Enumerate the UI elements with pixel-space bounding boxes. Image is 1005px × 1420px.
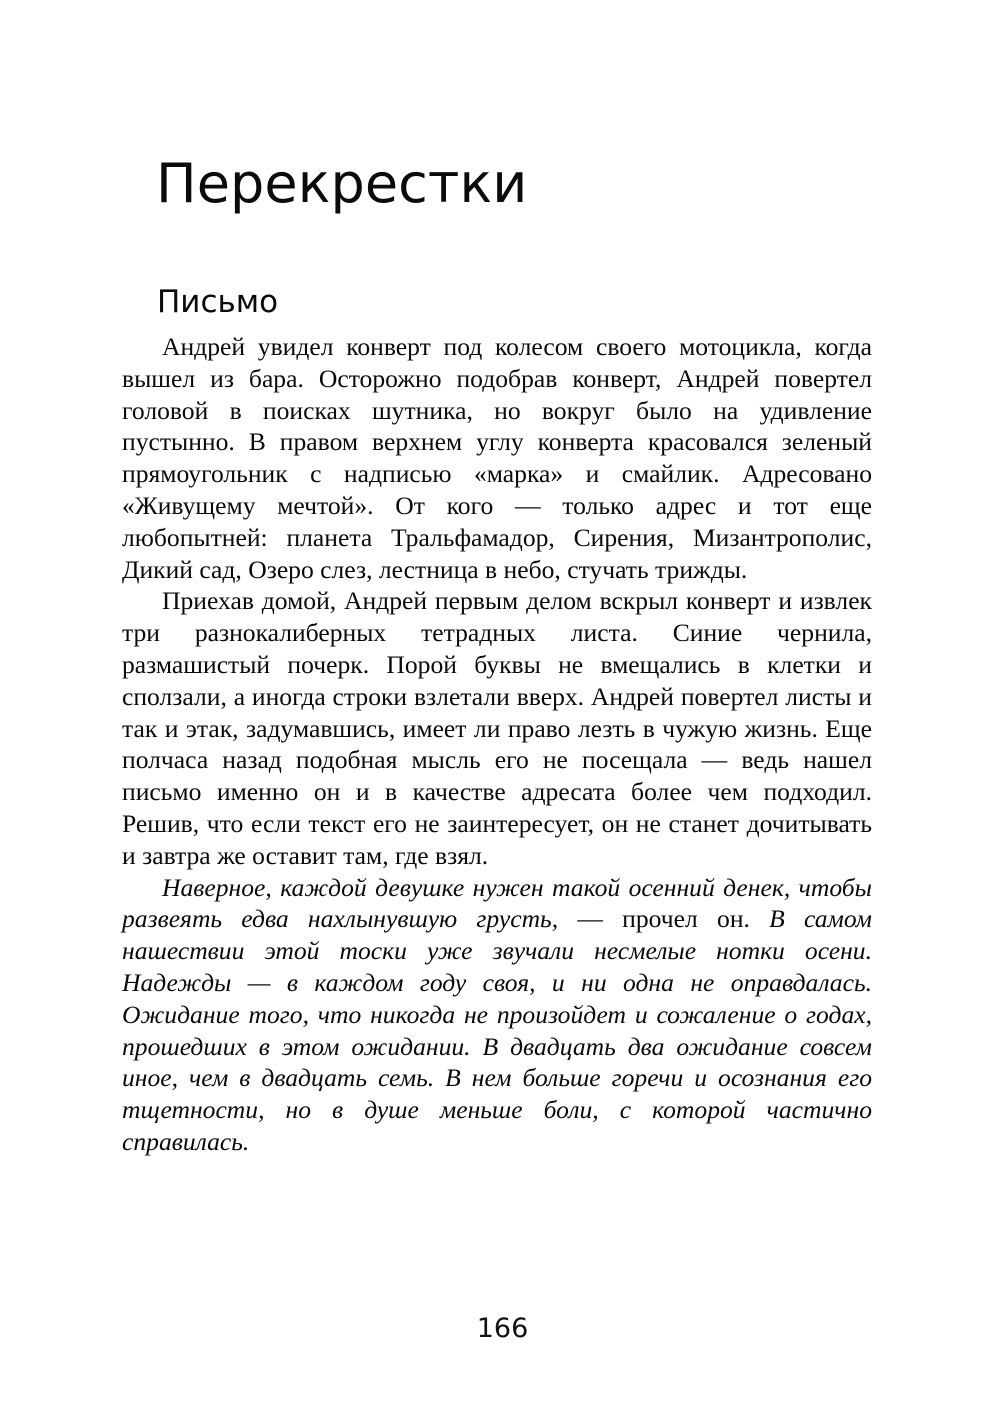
quoted-letter-rest: В самом нашествии этой тоски уже звучали несмелые нотки осени. Надежды — в каждом году своя, и ни одна не оправдалась. Ожидание того, что никогда не произойдет и сожаление о годах, прошедших в этом ожидании. В двадцать два ожидание совсем иное, чем в двадцать семь. В нем больше горечи и осознания его тщетности, но в душе меньше боли, с которой частично справилась. xyxy=(122,904,872,1156)
narrator-aside: — прочел он. xyxy=(558,904,750,934)
body-paragraph: Приехав домой, Андрей первым делом вскрыл конверт и извлек три разнокалиберных тетрадных листа. Синие чернила, размашистый почерк. Порой буквы не вмещались в клетки и сползали, а иногда строки взлетали вверх. Андрей повертел листы и так и этак, задумавшись, имеет ли право лезть в чужую жизнь. Еще полчаса назад подобная мысль его не посещала — ведь нашел письмо именно он и в качестве адресата более чем подходил. Решив, что если текст его не заинтересует, он не станет дочитывать и завтра же оставит там, где взял. xyxy=(122,586,872,870)
body-paragraph-quoted-letter xyxy=(122,872,872,1158)
quoted-letter-lead: Наверное, каждой девушке нужен такой осенний денек, чтобы развеять едва нахлынувшую грусть, xyxy=(122,872,872,934)
body-paragraph: Андрей увидел конверт под колесом своего мотоцикла, когда вышел из бара. Осторожно подобрав конверт, Андрей повертел головой в поисках шутника, но вокруг было на удивление пустынно. В правом верхнем углу конверта красовался зеленый прямоугольник с надписью «марка» и смайлик. Адресовано «Живущему мечтой». От кого — только адрес и тот еще любопытней: планета Тральфамадор, Сирения, Мизантрополис, Дикий сад, Озеро слез, лестница в небо, стучать трижды. xyxy=(122,332,872,584)
section-heading: Письмо xyxy=(157,283,279,320)
page-title: Перекрестки xyxy=(156,152,528,216)
body-text-column xyxy=(122,331,872,1158)
page-number: 166 xyxy=(476,1313,529,1344)
